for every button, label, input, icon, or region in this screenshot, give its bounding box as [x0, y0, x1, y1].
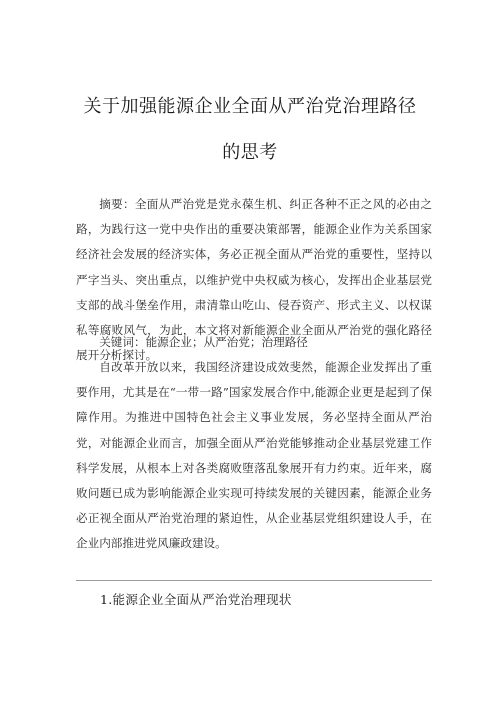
paper-title-line-1: 关于加强能源企业全面从严治党治理路径 [83, 96, 417, 117]
introduction-paragraph: 自改革开放以来，我国经济建设成效斐然，能源企业发挥出了重要作用，尤其是在“一带一路”国家发展合作中,能源企业更是起到了保障作用。为推进中国特色社会主义事业发展，务必坚持全面从严治党，对能源企业而言，加强全面从严治党能够推动企业基层党建工作科学发展，从根本上对各类腐败堕落乱象展开有力约束。近年来，腐败问题已成为影响能源企业实现可持续发展的关键因素，能源企业务必正视全面从严治党治理的紧迫性，从企业基层党组织建设人手，在企业内部推进党风廉政建设。 [76, 360, 432, 551]
abstract-paragraph: 摘要：全面从严治党是党永葆生机、纠正各种不正之风的必由之路，为践行这一党中央作出的重要决策部署，能源企业作为关系国家经济社会发展的经济实体，务必正视全面从严治党的重要性，坚持以严字当头、突出重点，以维护党中央权威为核心，发挥出企业基层党支部的战斗堡垒作用，肃清靠山吃山、侵吞资产、形式主义、以权谋私等腐败风气，为此，本文将对新能源企业全面从严治党的强化路径展开分析探讨。 [76, 197, 432, 363]
section-divider [76, 580, 432, 581]
paper-title-line-2: 的思考 [222, 142, 278, 163]
section-heading: 1.能源企业全面从严治党治理现状 [100, 592, 292, 607]
keywords-paragraph: 关键词：能源企业；从严治党；治理路径 [99, 335, 308, 349]
